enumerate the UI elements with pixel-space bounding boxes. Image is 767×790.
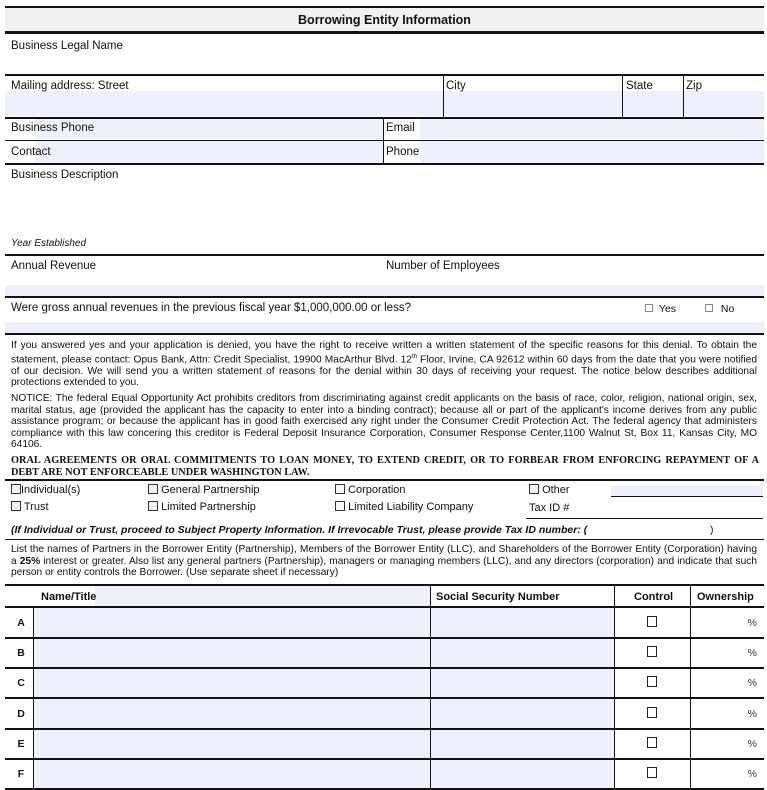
- limited-partnership-checkbox[interactable]: [148, 501, 158, 511]
- street-input[interactable]: [5, 91, 443, 116]
- revenue-yes-option[interactable]: [645, 303, 676, 315]
- entity-other-option[interactable]: Other: [529, 484, 570, 496]
- owner-f-control-checkbox[interactable]: [647, 767, 657, 781]
- owner-d-ssn-input[interactable]: [431, 699, 614, 728]
- owner-c-ssn-input[interactable]: [431, 669, 614, 697]
- owner-b-ssn-input[interactable]: [431, 639, 614, 667]
- business-legal-name-label: Business Legal Name: [11, 40, 123, 52]
- denial-notice: If you answered yes and your application is denied, you have the right to receive written a written statement of the specific reasons for this denial. To obtain the statement, please contact: Opus Bank, Attn: Credit Specialist, 19900 MacArthur Blvd. 12th Floor, Irvine, CA 92612 within 60 days from the date that you were notified of our decision. We will send you a written statement of reasons for the denial within 30 days of receiving your request. The notice below describes additional protections extended to you.: [11, 340, 757, 389]
- annual-revenue-label: Annual Revenue: [11, 260, 97, 272]
- owner-b-ownership[interactable]: %: [747, 647, 757, 659]
- tax-id-label: Tax ID #: [529, 502, 570, 514]
- owner-b-name-input[interactable]: [34, 639, 430, 667]
- col-ssn: Social Security Number: [436, 591, 560, 603]
- owner-e-ssn-input[interactable]: [431, 730, 614, 758]
- no-checkbox[interactable]: [705, 304, 713, 312]
- col-control: Control: [634, 591, 674, 603]
- business-legal-name-input[interactable]: [5, 55, 764, 74]
- zip-label: Zip: [686, 80, 702, 92]
- entity-general-partnership-option[interactable]: General Partnership: [148, 484, 260, 496]
- row-label: A: [17, 617, 25, 629]
- business-phone-label: Business Phone: [11, 122, 95, 134]
- general-partnership-checkbox[interactable]: [148, 484, 158, 494]
- row-label: B: [17, 647, 25, 659]
- business-description-input[interactable]: [5, 184, 764, 234]
- owner-a-ownership[interactable]: %: [747, 617, 757, 629]
- city-input[interactable]: [444, 91, 622, 116]
- owner-d-ownership[interactable]: %: [747, 708, 757, 720]
- ecoa-notice: NOTICE: The federal Equal Opportunity Act prohibits creditors from discriminating against credit applicants on the basis of race, color, religion, national origin, sex, marital status, age (provided the applicant has the capacity to enter into a binding contract); because all or part of the applicant's income derives from any public assistance program; or because the applicant has in good faith exercised any right under the Consumer Credit Protection Act. The federal agency that administers compliance with this law concering this creditor is Federal Deposit Insurance Corporation, Consumer Response Center,1100 Walnut St, Box 11, Kansas City, MO 64106.: [11, 393, 757, 451]
- number-of-employees-label: Number of Employees: [386, 260, 500, 272]
- trust-instruction-close: ): [710, 524, 714, 536]
- city-label: City: [446, 80, 466, 92]
- llc-checkbox[interactable]: [335, 501, 345, 511]
- business-description-label: Business Description: [11, 169, 119, 181]
- entity-individual-option[interactable]: Individual(s): [11, 484, 80, 496]
- owner-f-ssn-input[interactable]: [431, 760, 614, 788]
- revenue-no-option[interactable]: [705, 303, 734, 315]
- state-input[interactable]: [623, 91, 683, 116]
- entity-trust-option[interactable]: Trust: [11, 501, 49, 513]
- owner-e-control-checkbox[interactable]: [647, 737, 657, 751]
- owner-e-ownership[interactable]: %: [747, 738, 757, 750]
- phone-label: Phone: [386, 146, 420, 158]
- oral-agreements-notice: ORAL AGREEMENTS OR ORAL COMMITMENTS TO LOAN MONEY, TO EXTEND CREDIT, OR TO FORBEAR FROM ENFORCING REPAYMENT OF A DEBT ARE NOT ENFORCEABLE UNDER WASHINGTON LAW.: [11, 455, 759, 478]
- phone-input[interactable]: [420, 141, 764, 163]
- owner-c-ownership[interactable]: %: [747, 677, 757, 689]
- contact-input[interactable]: [35, 141, 383, 163]
- irrevocable-trust-tax-id-input[interactable]: [605, 523, 705, 537]
- owner-f-name-input[interactable]: [34, 760, 430, 788]
- yes-checkbox[interactable]: [645, 304, 653, 312]
- other-checkbox[interactable]: [529, 484, 539, 494]
- owner-c-name-input[interactable]: [34, 669, 430, 697]
- trust-instruction: (If Individual or Trust, proceed to Subject Property Information. If Irrevocable Trust, please provide Tax ID number: (: [11, 524, 588, 536]
- owner-b-control-checkbox[interactable]: [647, 646, 657, 660]
- corporation-checkbox[interactable]: [335, 484, 345, 494]
- tax-id-input[interactable]: [611, 499, 763, 517]
- year-established-label: Year Established: [11, 238, 87, 249]
- individual-checkbox[interactable]: [11, 484, 21, 494]
- no-label: No: [720, 303, 735, 315]
- owner-a-name-input[interactable]: [34, 608, 430, 637]
- owner-e-name-input[interactable]: [34, 730, 430, 758]
- owner-d-control-checkbox[interactable]: [647, 707, 657, 721]
- trust-checkbox[interactable]: [11, 501, 21, 511]
- owner-d-name-input[interactable]: [34, 699, 430, 728]
- zip-input[interactable]: [684, 91, 764, 116]
- email-input[interactable]: [420, 119, 764, 139]
- owner-a-control-checkbox[interactable]: [647, 616, 657, 630]
- entity-llc-option[interactable]: Limited Liability Company: [335, 501, 473, 513]
- row-label: E: [17, 738, 25, 750]
- row-label: F: [17, 768, 25, 780]
- revenue-question: Were gross annual revenues in the previous fiscal year $1,000,000.00 or less?: [11, 302, 411, 314]
- entity-corporation-option[interactable]: Corporation: [335, 484, 406, 496]
- owner-c-control-checkbox[interactable]: [647, 676, 657, 690]
- email-label: Email: [386, 122, 415, 134]
- owner-f-ownership[interactable]: %: [747, 768, 757, 780]
- mailing-street-label: Mailing address: Street: [11, 80, 129, 92]
- owners-instruction: List the names of Partners in the Borrower Entity (Partnership), Members of the Borrower Entity (LLC), and Shareholders of the Borrower Entity (Corporation) having a 25% interest or greater. Also list any general partners (Partnership), managers or managing members (LLC), and any directors (corporation) and indicate that such person or entity controls the Borrower. (Use separate sheet if necessary): [11, 544, 757, 579]
- other-entity-input[interactable]: [611, 485, 763, 496]
- section-title: Borrowing Entity Information: [5, 6, 764, 34]
- col-name-title: Name/Title: [41, 591, 97, 603]
- state-label: State: [626, 80, 653, 92]
- contact-label: Contact: [11, 146, 51, 158]
- col-ownership: Ownership: [697, 591, 754, 603]
- row-label: C: [17, 677, 25, 689]
- row-label: D: [17, 708, 25, 720]
- entity-limited-partnership-option[interactable]: Limited Partnership: [148, 501, 256, 513]
- annual-revenue-input[interactable]: [5, 285, 764, 296]
- yes-label: Yes: [658, 303, 677, 315]
- owner-a-ssn-input[interactable]: [431, 608, 614, 637]
